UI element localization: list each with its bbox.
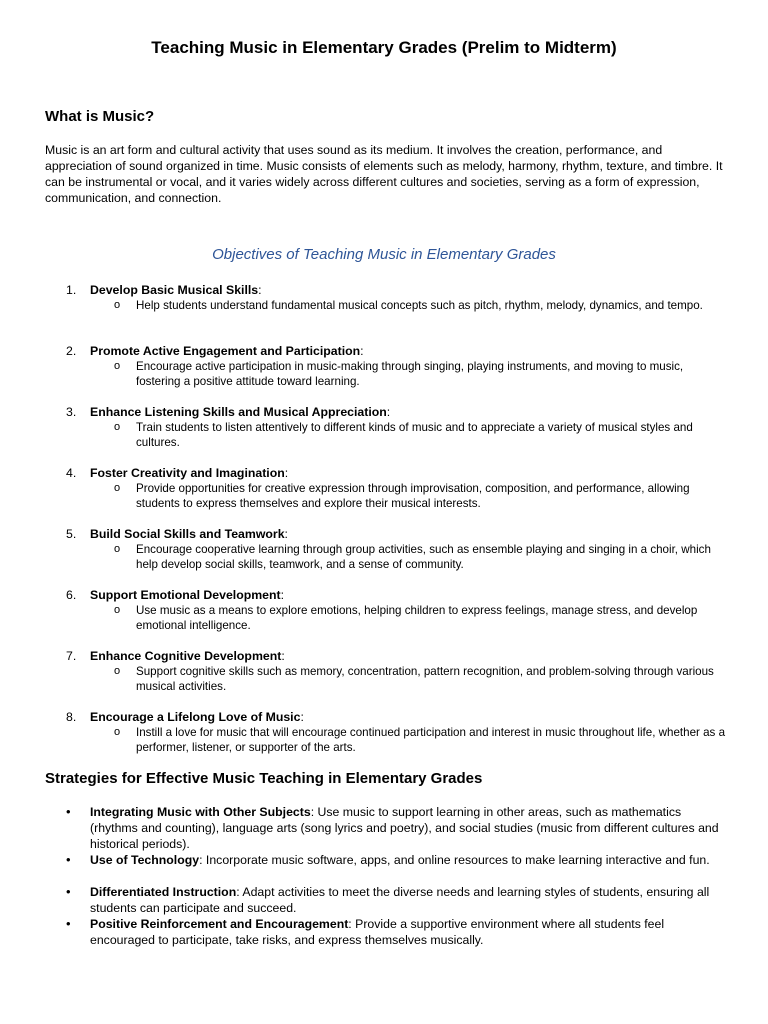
bullet: • [66,884,71,899]
sub-bullet: o [114,543,121,555]
objective-colon: : [300,710,304,724]
sub-bullet: o [114,604,121,616]
objective-title-line [90,404,390,420]
strategy-text [90,884,726,916]
objective-title: Encourage a Lifelong Love of Music [90,710,301,724]
sub-bullet: o [114,421,121,433]
strategy-title: Positive Reinforcement and Encouragement [90,917,349,931]
objective-number: 6. [66,588,77,602]
bullet: • [66,804,71,819]
objective-number: 7. [66,649,77,663]
objective-number: 8. [66,710,77,724]
objective-description: Encourage cooperative learning through group activities, such as ensemble playing and singing in a choir, which help develop social skills, teamwork, and a sense of community. [136,543,711,571]
sub-bullet: o [114,665,121,677]
sub-bullet: o [114,726,121,738]
objective-description: Help students understand fundamental musical concepts such as pitch, rhythm, melody, dynamics, and tempo. [136,299,703,312]
sub-bullet: o [114,360,121,372]
objective-description: Encourage active participation in music-making through singing, playing instruments, and moving to music, fostering a positive attitude toward learning. [136,360,684,388]
objective-description: Use music as a means to explore emotions, helping children to express feelings, manage stress, and develop emotional intelligence. [136,604,698,632]
objective-title: Foster Creativity and Imagination [90,466,285,480]
objective-description: Provide opportunities for creative expression through improvisation, composition, and performance, allowing students to express themselves and explore their musical interests. [136,482,690,510]
objective-colon: : [284,466,289,480]
objective-number: 5. [66,527,77,541]
objective-title: Promote Active Engagement and Participation [90,344,361,358]
objective-number: 3. [66,405,77,419]
strategy-description: : Adapt activities to meet the diverse needs and learning styles of students, ensuring all students can participate and succeed. [90,885,710,915]
what-is-music-paragraph: Music is an art form and cultural activity that uses sound as its medium. It involves the creation, performance, and appreciation of sound organized in time. Music consists of elements such as melody, harmony, rhythm, texture, and timbre. It can be instrumental or vocal, and it varies widely across different cultures and societies, serving as a form of expression, communication, and connection. [45,143,723,205]
objective-colon: : [280,588,285,602]
objective-title: Develop Basic Musical Skills [90,283,259,297]
objective-colon: : [284,527,288,541]
objective-title: Enhance Listening Skills and Musical Appreciation [90,405,387,419]
what-is-music-heading: What is Music? [45,108,155,125]
objective-description: Support cognitive skills such as memory, concentration, pattern recognition, and problem-solving through various musical activities. [136,665,714,693]
sub-bullet: o [114,482,121,494]
bullet: • [66,852,71,867]
objective-description: Instill a love for music that will encourage continued participation and interest in music throughout life, whether as a performer, listener, or supporter of the arts. [136,726,726,754]
strategies-heading: Strategies for Effective Music Teaching in Elementary Grades [45,770,483,787]
objective-number: 4. [66,466,77,480]
objective-description: Train students to listen attentively to different kinds of music and to appreciate a variety of musical styles and cultures. [136,421,693,449]
objective-title-line [90,648,285,664]
bullet: • [66,916,71,931]
objective-title-line [90,465,288,481]
objective-title: Support Emotional Development [90,588,281,602]
objective-colon: : [281,649,285,663]
strategy-text [90,916,726,948]
strategy-text [90,852,726,868]
strategy-title: Differentiated Instruction [90,885,237,899]
objective-colon: : [386,405,391,419]
sub-bullet: o [114,299,121,311]
objective-colon: : [360,344,364,358]
objective-title-line [90,343,364,359]
objective-number: 2. [66,344,77,358]
objective-title-line [90,587,284,603]
strategy-title: Integrating Music with Other Subjects [90,805,311,819]
objective-title: Enhance Cognitive Development [90,649,282,663]
objective-title-line [90,526,288,542]
strategy-title: Use of Technology [90,853,200,867]
strategy-description: : Use music to support learning in other areas, such as mathematics (rhythms and counting), language arts (song lyrics and poetry), and social studies (music from different cultures and historical periods). [90,805,719,851]
objective-colon: : [258,283,262,297]
objective-title-line [90,709,304,725]
objective-title: Build Social Skills and Teamwork [90,527,285,541]
strategy-description: : Incorporate music software, apps, and online resources to make learning interactive and fun. [199,853,710,867]
strategy-description: : Provide a supportive environment where all students feel encouraged to participate, take risks, and express themselves musically. [90,917,665,947]
objectives-heading: Objectives of Teaching Music in Elementary Grades [212,246,556,263]
document-title: Teaching Music in Elementary Grades (Prelim to Midterm) [151,38,617,57]
strategy-text [90,804,726,852]
objective-number: 1. [66,283,77,297]
objective-title-line [90,282,262,298]
